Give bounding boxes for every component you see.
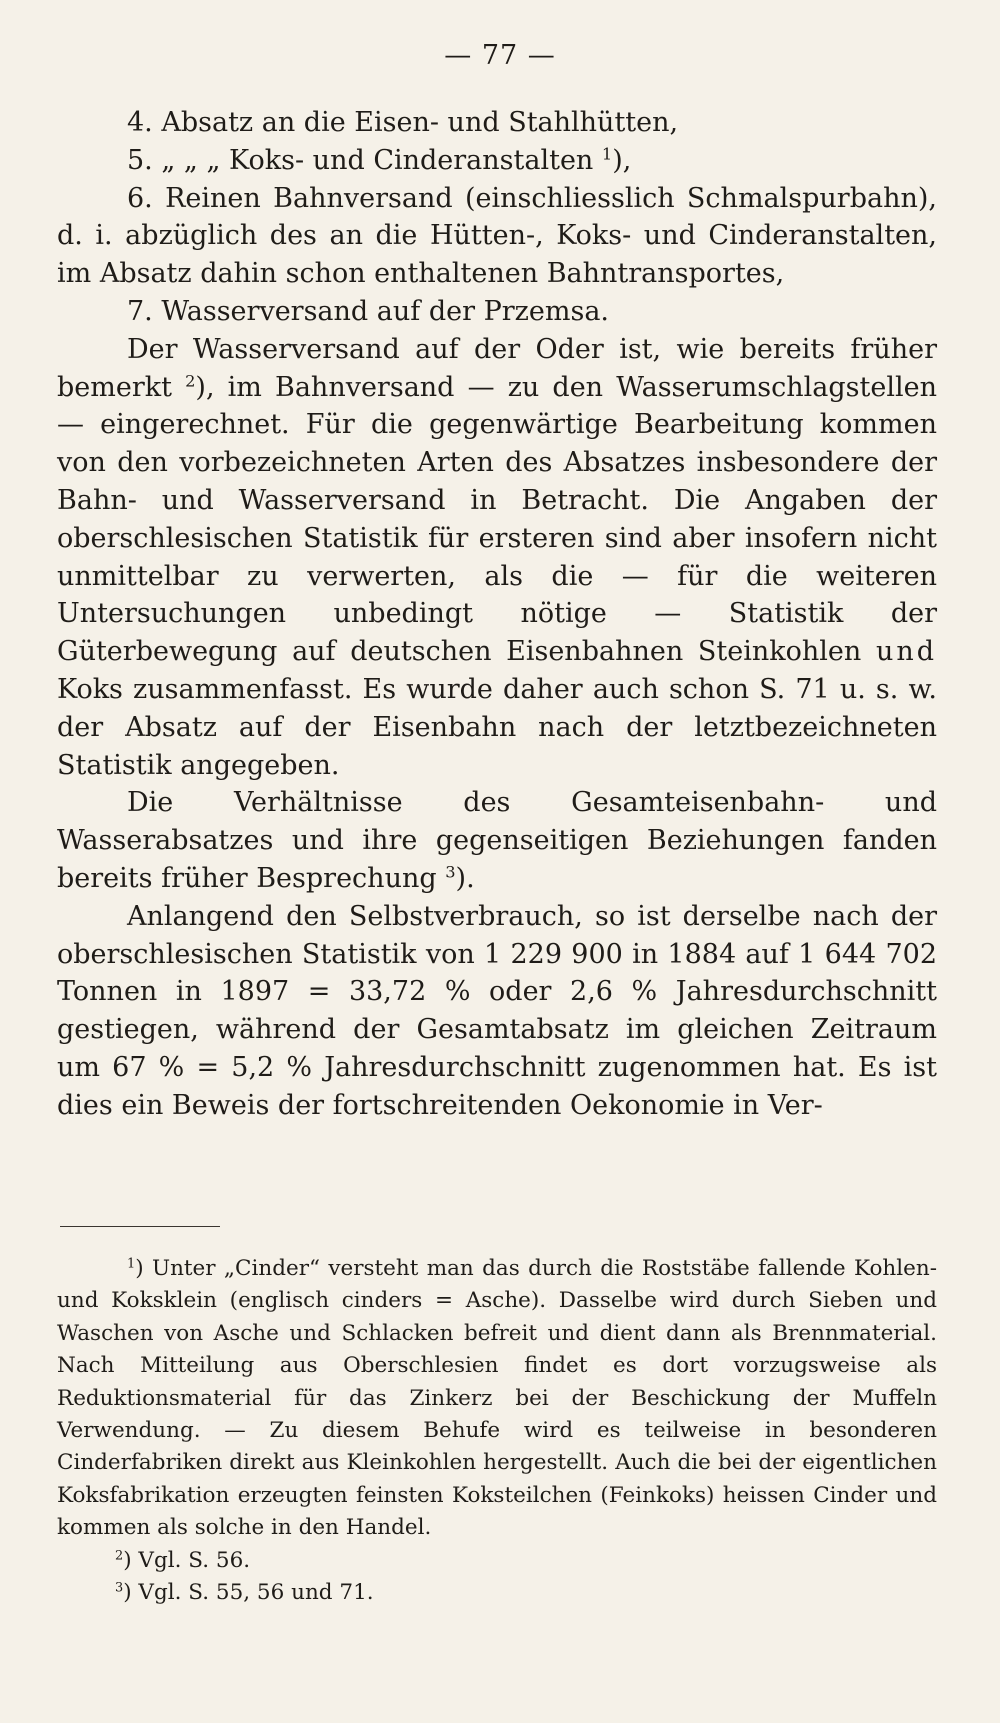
paragraph-2-part-b: ). — [455, 862, 475, 894]
footnote-3 — [57, 1577, 937, 1609]
footnote-1 — [57, 1253, 937, 1545]
footnote-3-marker: 3 — [115, 1580, 124, 1596]
footnote-ref-1: 1 — [601, 144, 613, 164]
footnote-2 — [57, 1545, 937, 1577]
paragraph-1 — [57, 331, 937, 785]
paragraph-2 — [57, 784, 937, 897]
paragraph-1-part-c: Koks zusammenfasst. Es wurde daher auch schon S. 71 u. s. w. der Absatz auf der Eisenbahn nach der letztbezeichneten Statistik angegeben. — [57, 673, 937, 781]
footnote-ref-3: 3 — [445, 862, 456, 882]
page-number: — 77 — — [444, 40, 556, 71]
footnote-1-text: ) Unter „Cinder“ versteht man das durch die Roststäbe fallende Kohlen- und Koksklein (englisch cinders = Asche). Dasselbe wird durch Sieben und Waschen von Asche und Schlacken befreit und dient dann als Brennmaterial. Nach Mitteilung aus Oberschlesien findet es dort vorzugsweise als Reduktionsmaterial für das Zinkerz bei der Beschickung der Muffeln Verwendung. — Zu diesem Behufe wird es teilweise in besonderen Cinderfabriken direkt aus Kleinkohlen hergestellt. Auch die bei der eigentlichen Koksfabrikation erzeugten feinsten Koksteilchen (Feinkoks) heissen Cinder und kommen als solche in den Handel. — [57, 1256, 937, 1541]
footnote-rule — [60, 1226, 220, 1227]
list-item-4: 4. Absatz an die Eisen- und Stahlhütten, — [127, 107, 679, 138]
footnotes — [57, 1253, 937, 1609]
paragraph-2-part-a: Die Verhältnisse des Gesamteisenbahn- und Wasserabsatzes und ihre gegenseitigen Beziehungen fanden bereits früher Besprechung — [57, 787, 937, 894]
list-item-5-end: ), — [612, 144, 632, 176]
list-item-7: 7. Wasserversand auf der Przemsa. — [127, 295, 610, 327]
list-item-5 — [57, 142, 937, 180]
paragraph-1-part-a: Der Wasserversand auf der Oder ist, wie bereits früher bemerkt — [57, 333, 937, 403]
footnote-2-marker: 2 — [115, 1547, 124, 1563]
spaced-word-und: und — [875, 636, 937, 668]
paragraph-1-part-b: ), im Bahnversand — zu den Wasserumschlagstellen — eingerechnet. Für die gegenwärtige Bearbeitung kommen von den vorbezeichneten Arten des Absatzes insbesondere der Bahn- und Wasserversand in Betracht. Die Angaben der oberschlesischen Statistik für ersteren sind aber insofern nicht unmittelbar zu verwerten, als die — für die weiteren Untersuchungen unbedingt nötige — Statistik der Güterbewegung auf deutschen Eisenbahnen Steinkohlen — [57, 371, 937, 668]
paragraph-3: Anlangend den Selbstverbrauch, so ist derselbe nach der oberschlesischen Statistik von 1 229 900 in 1884 auf 1 644 702 Tonnen in 1897 = 33,72 % oder 2,6 % Jahresdurchschnitt gestiegen, während der Gesamtabsatz im gleichen Zeitraum um 67 % = 5,2 % Jahresdurchschnitt zugenommen hat. Es ist dies ein Beweis der fortschreitenden Oekonomie in Ver- — [57, 900, 937, 1121]
footnote-1-marker: 1 — [127, 1256, 136, 1272]
list-item-6: 6. Reinen Bahnversand (einschliesslich Schmalspurbahn), d. i. abzüglich des an die Hütten-, Koks- und Cinderanstalten, im Absatz dahin schon enthaltenen Bahntransportes, — [57, 182, 937, 290]
main-text — [57, 104, 937, 1125]
footnote-ref-2: 2 — [185, 370, 196, 390]
footnote-3-text: ) Vgl. S. 55, 56 und 71. — [123, 1580, 374, 1606]
list-item-5-text: 5. „ „ „ Koks- und Cinderanstalten — [127, 144, 594, 176]
footnote-2-text: ) Vgl. S. 56. — [123, 1547, 251, 1573]
